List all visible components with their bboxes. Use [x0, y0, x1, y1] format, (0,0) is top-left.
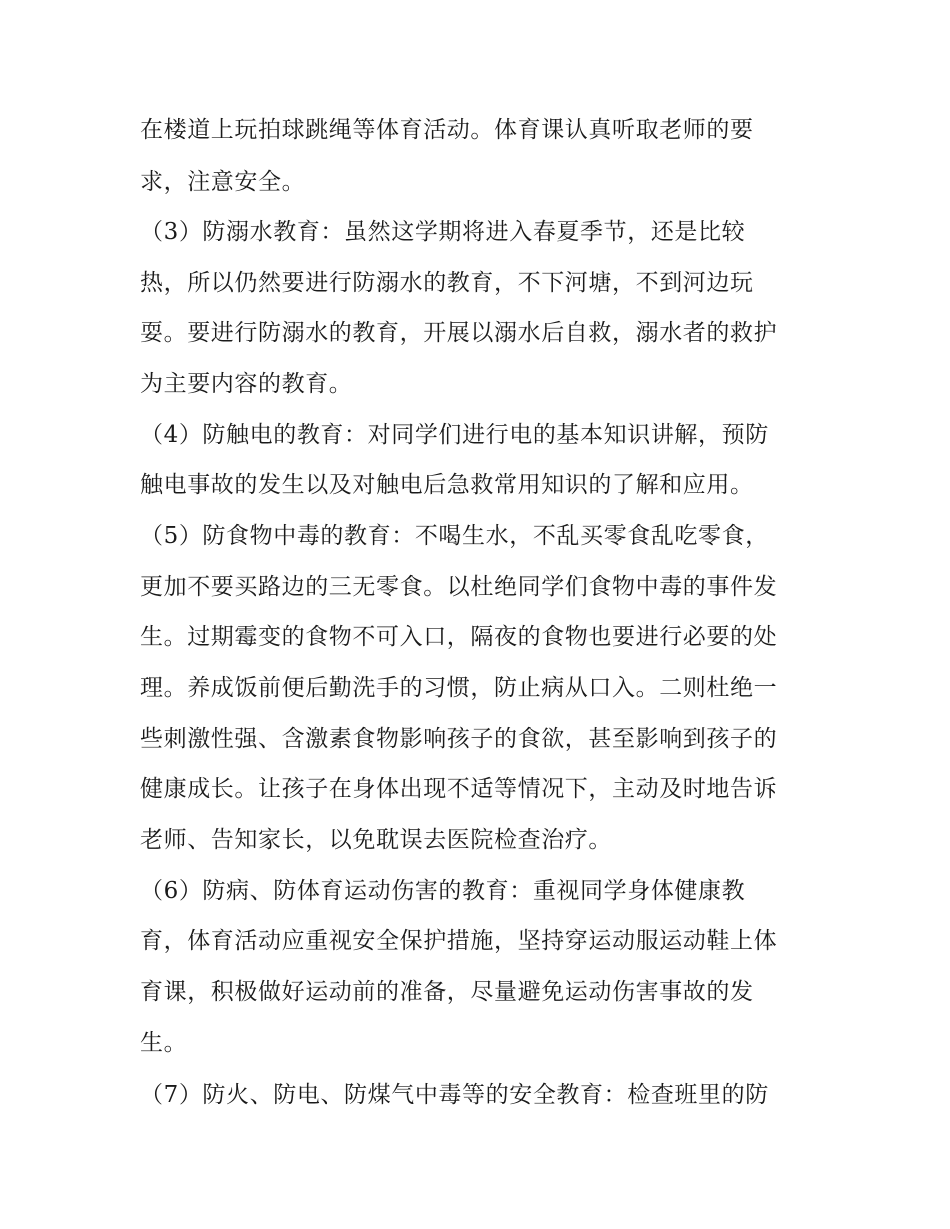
- text-line: 触电事故的发生以及对触电后急救常用知识的了解和应用。: [140, 472, 754, 498]
- text-line: 些刺激性强、含激素食物影响孩子的食欲，甚至影响到孩子的: [140, 726, 778, 752]
- text-line: （4）防触电的教育：对同学们进行电的基本知识讲解，预防: [140, 422, 769, 448]
- text-line: 老师、告知家长，以免耽误去医院检查治疗。: [140, 827, 612, 853]
- text-line: 生。过期霉变的食物不可入口，隔夜的食物也要进行必要的处: [140, 624, 778, 650]
- text-line: （5）防食物中毒的教育：不喝生水，不乱买零食乱吃零食，: [140, 523, 769, 549]
- text-line: 育课，积极做好运动前的准备，尽量避免运动伤害事故的发: [140, 979, 754, 1005]
- text-line: 理。养成饭前便后勤洗手的习惯，防止病从口入。二则杜绝一: [140, 675, 778, 701]
- text-line: 育，体育活动应重视安全保护措施，坚持穿运动服运动鞋上体: [140, 928, 778, 954]
- text-line: 热，所以仍然要进行防溺水的教育，不下河塘，不到河边玩: [140, 270, 754, 296]
- text-line: 更加不要买路边的三无零食。以杜绝同学们食物中毒的事件发: [140, 574, 778, 600]
- text-line: （6）防病、防体育运动伤害的教育：重视同学身体健康教: [140, 878, 746, 904]
- text-line: 在楼道上玩拍球跳绳等体育活动。体育课认真听取老师的要: [140, 117, 754, 143]
- text-line: （3）防溺水教育：虽然这学期将进入春夏季节，还是比较: [140, 219, 746, 245]
- text-line: 为主要内容的教育。: [140, 371, 353, 397]
- text-line: 生。: [140, 1030, 188, 1056]
- text-line: 求，注意安全。: [140, 169, 306, 195]
- text-line: 健康成长。让孩子在身体出现不适等情况下，主动及时地告诉: [140, 776, 778, 802]
- text-line: （7）防火、防电、防煤气中毒等的安全教育：检查班里的防: [140, 1082, 769, 1108]
- text-line: 耍。要进行防溺水的教育，开展以溺水后自救，溺水者的救护: [140, 320, 778, 346]
